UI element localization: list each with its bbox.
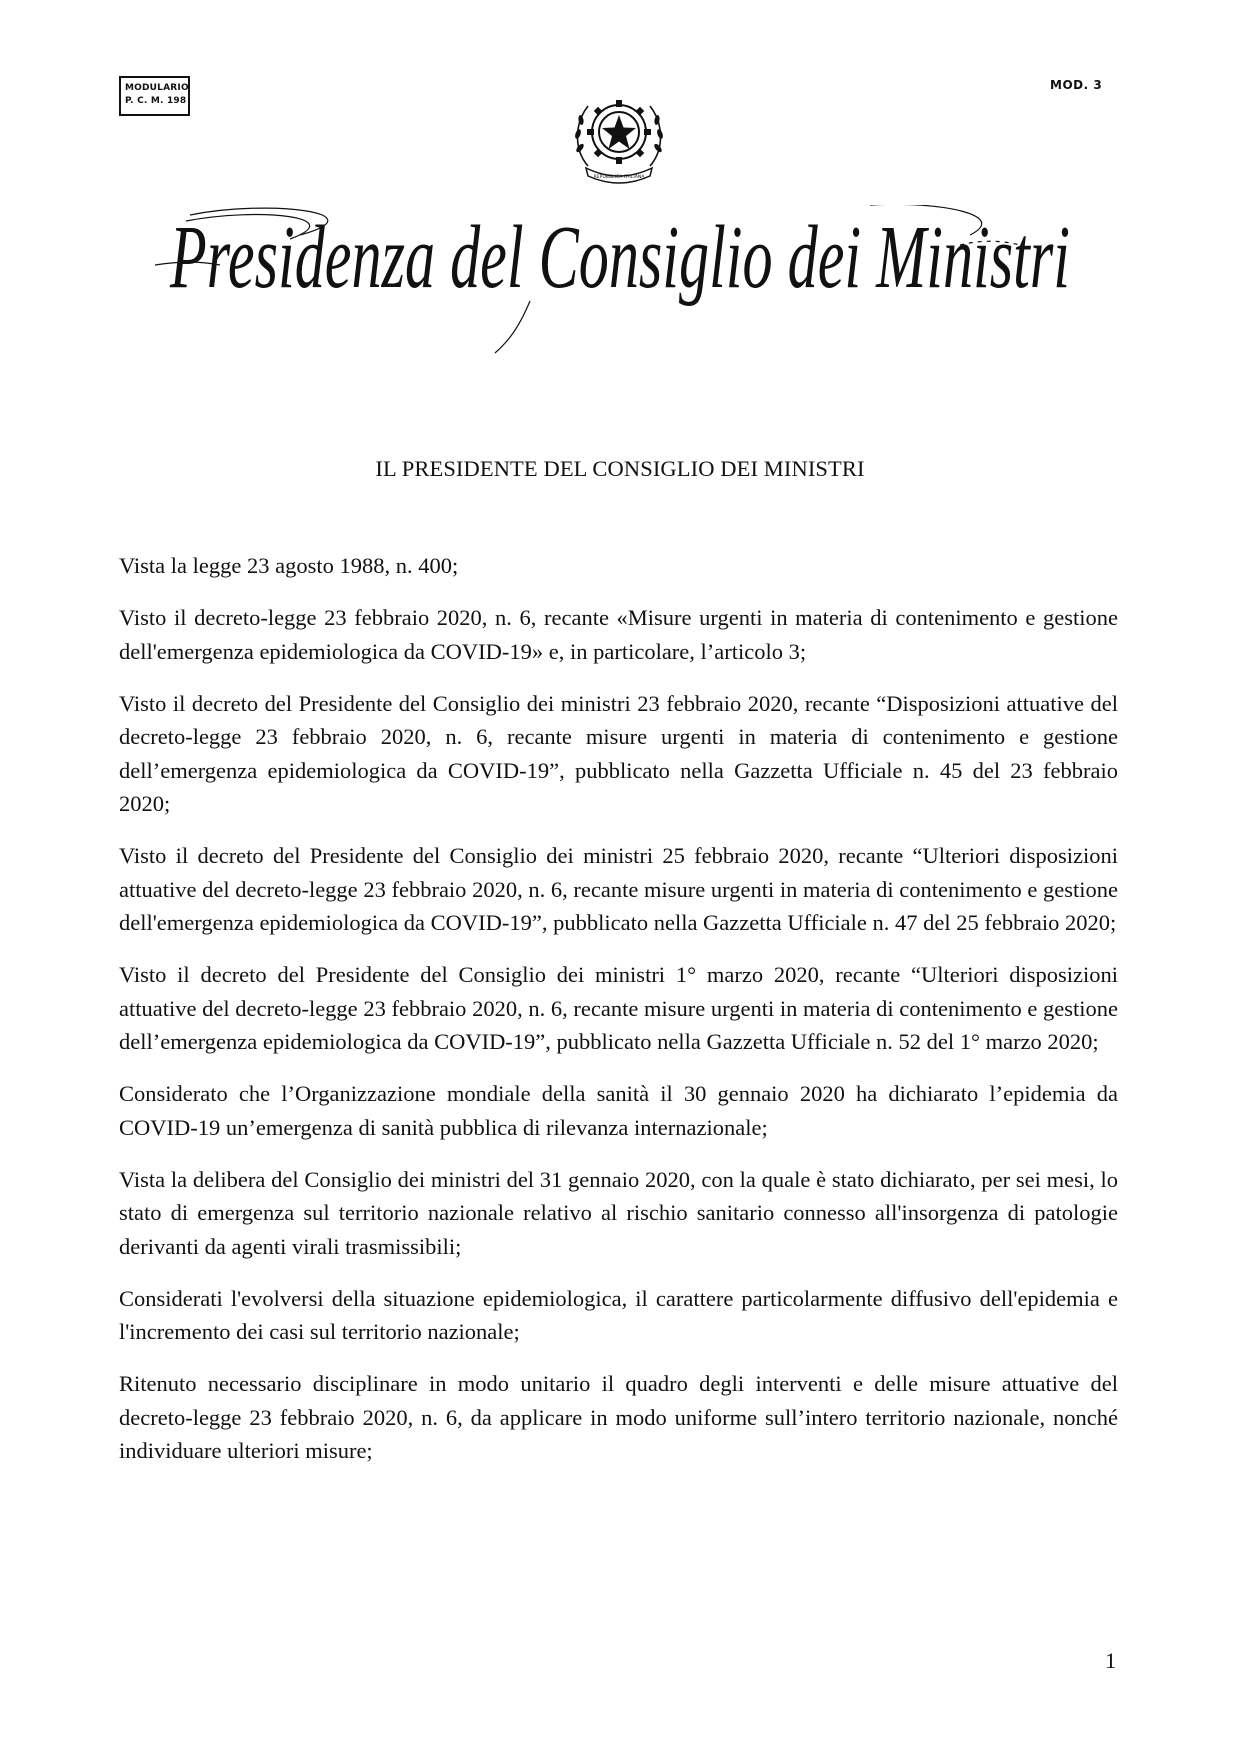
script-title-text: Presidenza del Consiglio dei Ministri (169, 208, 1070, 307)
form-code-line-1: MODULARIO (125, 83, 189, 93)
form-code-line-2: P. C. M. 198 (125, 96, 187, 106)
document-body (119, 549, 1118, 1486)
page-number: 1 (1105, 1648, 1117, 1673)
mod-label: MOD. 3 (1050, 78, 1103, 92)
paragraph: Ritenuto necessario disciplinare in modo unitario il quadro degli interventi e delle misure attuative del decreto-legge 23 febbraio 2020, n. 6, da applicare in modo uniforme sull’intero territorio nazionale, nonché individuare ulteriori misure; (119, 1371, 1118, 1463)
paragraph: Vista la legge 23 agosto 1988, n. 400; (119, 553, 459, 578)
paragraph: Visto il decreto-legge 23 febbraio 2020, n. 6, recante «Misure urgenti in materia di contenimento e gestione dell'emergenza epidemiologica da COVID-19» e, in particolare, l’articolo 3; (119, 605, 1118, 664)
italian-republic-emblem-icon (566, 88, 672, 188)
paragraph: Vista la delibera del Consiglio dei ministri del 31 gennaio 2020, con la quale è stato dichiarato, per sei mesi, lo stato di emergenza sul territorio nazionale relativo al rischio sanitario connesso all'insorgenza di patologie derivanti da agenti virali trasmissibili; (119, 1166, 1118, 1259)
paragraph: Visto il decreto del Presidente del Consiglio dei ministri 25 febbraio 2020, recante “Ulteriori disposizioni attuative del decreto-legge 23 febbraio 2020, n. 6, recante misure urgenti in materia di contenimento e gestione dell'emergenza epidemiologica da COVID-19”, pubblicato nella Gazzetta Ufficiale n. 47 del 25 febbraio 2020; (119, 843, 1118, 935)
paragraph: Considerato che l’Organizzazione mondiale della sanità il 30 gennaio 2020 ha dichiarato l’epidemia da COVID-19 un’emergenza di sanità pubblica di rilevanza internazionale; (119, 1081, 1118, 1140)
emblem-ribbon-text: REPUBBLICA ITALIANA (593, 175, 645, 180)
document-title: IL PRESIDENTE DEL CONSIGLIO DEI MINISTRI (375, 456, 865, 481)
paragraph: Considerati l'evolversi della situazione epidemiologica, il carattere particolarmente diffusivo dell'epidemia e l'incremento dei casi sul territorio nazionale; (119, 1285, 1118, 1344)
form-code-box (119, 76, 190, 116)
presidency-script-title (150, 205, 1090, 355)
paragraph: Visto il decreto del Presidente del Consiglio dei ministri 23 febbraio 2020, recante “Disposizioni attuative del decreto-legge 23 febbraio 2020, n. 6, recante misure urgenti in materia di contenimento e gestione dell’emergenza epidemiologica da COVID-19”, pubblicato nella Gazzetta Ufficiale n. 45 del 23 febbraio 2020; (119, 690, 1118, 816)
paragraph: Visto il decreto del Presidente del Consiglio dei ministri 1° marzo 2020, recante “Ulteriori disposizioni attuative del decreto-legge 23 febbraio 2020, n. 6, recante misure urgenti in materia di contenimento e gestione dell’emergenza epidemiologica da COVID-19”, pubblicato nella Gazzetta Ufficiale n. 52 del 1° marzo 2020; (119, 962, 1118, 1054)
